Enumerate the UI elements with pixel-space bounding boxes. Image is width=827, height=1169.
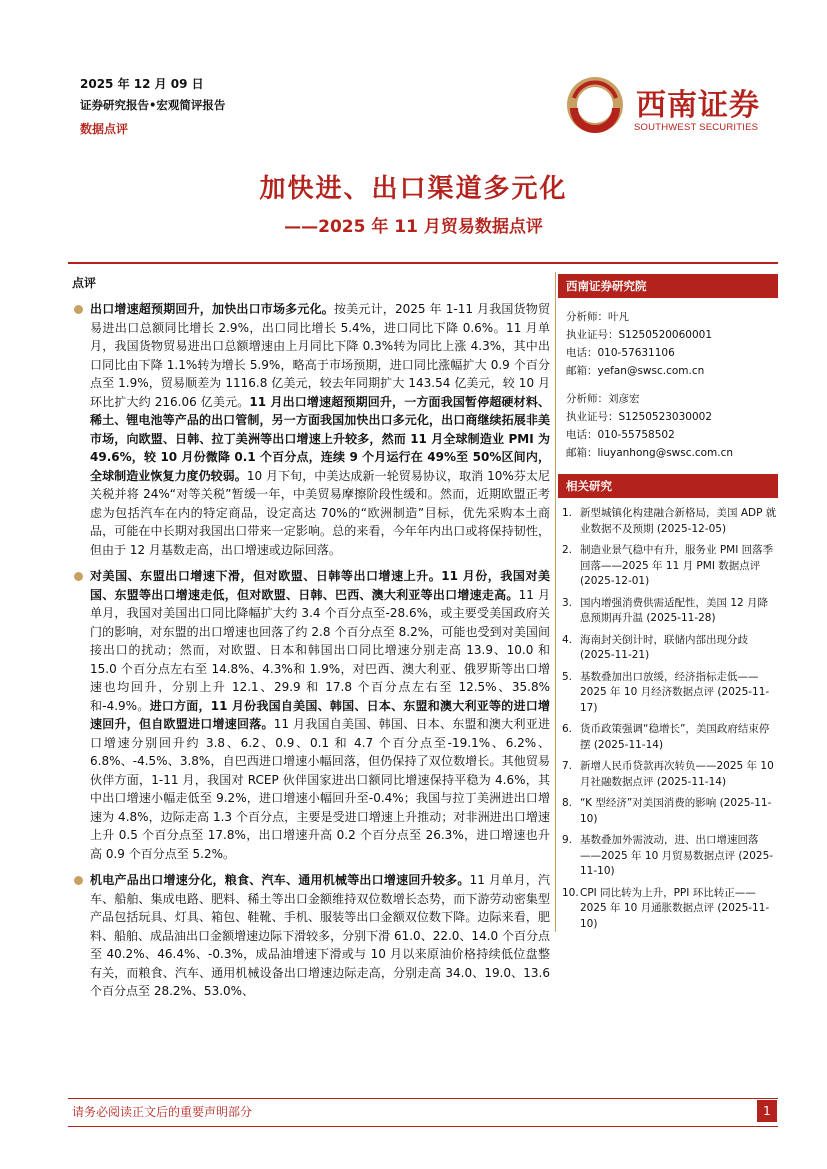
analyst-license: 执业证号：S1250523030002 bbox=[566, 411, 713, 423]
related-research-item[interactable] bbox=[558, 506, 778, 537]
analyst-phone: 电话：010-57631106 bbox=[566, 347, 675, 359]
item-number: 2. bbox=[562, 544, 573, 556]
item-number: 1. bbox=[562, 507, 573, 519]
related-research-list bbox=[558, 506, 778, 932]
footer-divider bbox=[68, 1098, 778, 1099]
bullet-dot-icon bbox=[74, 572, 83, 581]
report-title: 加快进、出口渠道多元化 bbox=[259, 174, 568, 204]
sidebar-divider bbox=[555, 272, 556, 932]
item-text: 国内增强消费供需适配性，美国 12 月降息预期再升温 (2025-11-28) bbox=[580, 596, 769, 624]
logo-emblem-icon bbox=[560, 70, 630, 140]
paragraph-body: 11 月单月，我国对美国出口同比降幅扩大约 3.4 个百分点至-28.6%，或主要受美国政府关门的影响，对东盟的出口增速也回落了约 2.8 个百分点至 8.2%，可能也受到对美国间接出口的扰动；然而，对欧盟、日本和韩国出口同比增速分别走高 13.9、10.0 和 15.0 个百分点左右至 14.8%、4.3%和 1.9%，对巴西、澳大利亚、俄罗斯等出口增速也均回升，分别上升 12.1、29.9 和 17.8 个百分点左右至 12.5%、35.8%和-4.9%。 bbox=[90, 587, 550, 713]
report-type: 证券研究报告•宏观简评报告 bbox=[80, 98, 226, 112]
paragraph-product-exports bbox=[72, 871, 550, 1001]
paragraph-export-overview bbox=[72, 300, 550, 559]
report-date: 2025 年 12 月 09 日 bbox=[80, 77, 204, 91]
report-subtitle: ——2025 年 11 月贸易数据点评 bbox=[284, 217, 543, 237]
analyst-info bbox=[558, 298, 778, 380]
related-research-item[interactable] bbox=[558, 596, 778, 627]
analyst-phone: 电话：010-55758502 bbox=[566, 429, 675, 441]
item-number: 8. bbox=[562, 797, 573, 809]
footer-disclaimer: 请务必阅读正文后的重要声明部分 bbox=[72, 1105, 253, 1119]
paragraph-lead: 机电产品出口增速分化，粮食、汽车、通用机械等出口增速回升较多。 bbox=[90, 873, 470, 887]
page-number: 1 bbox=[757, 1100, 777, 1122]
item-text: 基数叠加外需波动，进、出口增速回落——2025 年 10 月贸易数据点评 (2025-11-10) bbox=[580, 834, 774, 877]
main-content bbox=[72, 300, 550, 1009]
paragraph-emphasis: 进口方面，11 月份我国自美国、韩国、日本、东盟和澳大利亚等的进口增速回升，但自欧盟进口增速回落。 bbox=[90, 698, 550, 731]
analyst-info bbox=[558, 380, 778, 462]
item-number: 7. bbox=[562, 760, 573, 772]
related-research-item[interactable] bbox=[558, 759, 778, 790]
footer-bottom-divider bbox=[68, 1126, 778, 1127]
logo-chinese-name: 西南证券 bbox=[636, 88, 760, 123]
analyst-name: 分析师：叶凡 bbox=[566, 311, 629, 323]
related-research-item[interactable] bbox=[558, 670, 778, 717]
logo-english-name: SOUTHWEST SECURITIES bbox=[634, 122, 759, 133]
paragraph-body: 按美元计，2025 年 1-11 月我国货物贸易进出口总额同比增长 2.9%，出口同比增长 5.4%，进口同比下降 0.6%。11 月单月，我国货物贸易进出口总额增速由上月同比下降 0.3%转为同比上涨 4.3%，其中出口同比由下降 1.1%转为增长 5.9%，略高于市场预期，进口同比涨幅扩大 0.9 个百分点至 1.9%，贸易顺差为 1116.8 亿美元，较去年同期扩大 143.54 亿美元，较 10 月环比扩大约 216.06 亿美元。 bbox=[90, 302, 550, 409]
item-number: 5. bbox=[562, 670, 573, 683]
related-research-header: 相关研究 bbox=[558, 474, 778, 498]
related-research-item[interactable] bbox=[558, 833, 778, 880]
item-number: 9. bbox=[562, 834, 573, 846]
related-research-item[interactable] bbox=[558, 886, 778, 933]
header-divider bbox=[68, 262, 778, 264]
item-text: 基数叠加出口放缓，经济指标走低——2025 年 10 月经济数据点评 (2025-11-17) bbox=[580, 670, 770, 714]
paragraph-emphasis: 11 月出口增速超预期回升，一方面我国暂停超硬材料、稀土、锂电池等产品的出口管制，另一方面我国加快出口多元化，出口商继续拓展非美市场，向欧盟、日韩、拉丁美洲等出口增速上升较多，然而 11 月全球制造业 PMI 为 49.6%，较 10 月份微降 0.1 个百分点，连续 9 个月运行在 49%至 50%区间内，全球制造业恢复力度仍较弱。 bbox=[90, 394, 550, 483]
analyst-name: 分析师：刘彦宏 bbox=[566, 393, 640, 405]
analyst-email[interactable]: 邮箱：liuyanhong@swsc.com.cn bbox=[566, 447, 734, 459]
bullet-dot-icon bbox=[74, 876, 83, 885]
item-text: 新增人民币贷款再次转负——2025 年 10 月社融数据点评 (2025-11-14) bbox=[580, 760, 774, 788]
item-number: 6. bbox=[562, 723, 573, 735]
analyst-license: 执业证号：S1250520060001 bbox=[566, 329, 713, 341]
sidebar bbox=[558, 274, 778, 938]
analyst-email[interactable]: 邮箱：yefan@swsc.com.cn bbox=[566, 365, 705, 377]
institute-header: 西南证券研究院 bbox=[558, 274, 778, 298]
section-label: 点评 bbox=[72, 276, 97, 290]
item-text: “K 型经济”对美国消费的影响 (2025-11-10) bbox=[580, 797, 772, 825]
item-number: 4. bbox=[562, 633, 573, 646]
report-category: 数据点评 bbox=[80, 122, 129, 136]
item-text: CPI 同比转为上升，PPI 环比转正——2025 年 10 月通胀数据点评 (2025-11-10) bbox=[580, 886, 770, 930]
item-text: 货币政策强调“稳增长”，美国政府结束停摆 (2025-11-14) bbox=[580, 723, 770, 751]
paragraph-body: 11 月我国自美国、韩国、日本、东盟和澳大利亚进口增速分别回升约 3.8、6.2、0.9、0.1 和 4.7 个百分点至-19.1%、6.2%、6.8%、-4.5%、3.8%，自巴西进口增速小幅回落，但仍保持了双位数增长。其他贸易伙伴方面，1-11 月，我国对 RCEP 伙伴国家进出口额同比增速保持平稳为 4.6%，其中出口增速小幅走低至 9.2%，进口增速小幅回升至-0.4%；我国与拉丁美洲进出口增速为 4.8%，边际走高 1.3 个百分点，主要是受进口增速上升推动；对非洲进出口增速上升 0.5 个百分点至 17.8%，出口增速升高 0.2 个百分点至 26.3%，进口增速也升高 0.9 个百分点至 5.2%。 bbox=[90, 717, 550, 861]
item-text: 新型城镇化构建融合新格局，美国 ADP 就业数据不及预期 (2025-12-05) bbox=[580, 507, 777, 535]
company-logo bbox=[560, 70, 775, 140]
paragraph-lead: 对美国、东盟出口增速下滑，但对欧盟、日韩等出口增速上升。11 月份，我国对美国、东盟等出口增速走低，但对欧盟、日韩、巴西、澳大利亚等出口增速走高。 bbox=[90, 569, 550, 602]
item-number: 10. bbox=[562, 886, 579, 899]
related-research-item[interactable] bbox=[558, 722, 778, 753]
paragraph-body: 10 月下旬，中美达成新一轮贸易协议，取消 10%芬太尼关税并将 24%“对等关税”暂缓一年，中美贸易摩擦阶段性缓和。然而，近期欧盟正考虑为包括汽车在内的特定商品，设定高达 70%的“欧洲制造”目标，优先采购本土商品，可能在中长期对我国出口带来一定影响。总的来看，今年年内出口或将保持韧性，但由于 12 月基数走高，出口增速或边际回落。 bbox=[90, 468, 550, 557]
item-text: 制造业景气稳中有升，服务业 PMI 回落季回落——2025 年 11 月 PMI 数据点评 (2025-12-01) bbox=[580, 544, 774, 587]
paragraph-lead: 出口增速超预期回升，加快出口市场多元化。 bbox=[90, 302, 334, 316]
bullet-dot-icon bbox=[74, 305, 83, 314]
paragraph-trade-partners bbox=[72, 567, 550, 863]
related-research-item[interactable] bbox=[558, 633, 778, 664]
paragraph-body: 11 月单月，汽车、船舶、集成电路、肥料、稀土等出口金额维持双位数增长态势，而下游劳动密集型产品包括玩具、灯具、箱包、鞋靴、手机、服装等出口金额双位数下降。边际来看，肥料、船舶、成品油出口金额增速边际下滑较多，分别下滑 61.0、22.0、14.0 个百分点至 40.2%、46.4%、-0.3%，成品油增速下滑或与 10 月以来原油价格持续低位盘整有关，而粮食、汽车、通用机械设备出口增速边际走高，分别走高 34.0、19.0、13.6 个百分点至 28.2%、53.0%、 bbox=[90, 873, 550, 998]
item-number: 3. bbox=[562, 596, 573, 609]
item-text: 海南封关倒计时，联储内部出现分歧 (2025-11-21) bbox=[580, 633, 748, 661]
related-research-item[interactable] bbox=[558, 543, 778, 590]
related-research-item[interactable] bbox=[558, 796, 778, 827]
